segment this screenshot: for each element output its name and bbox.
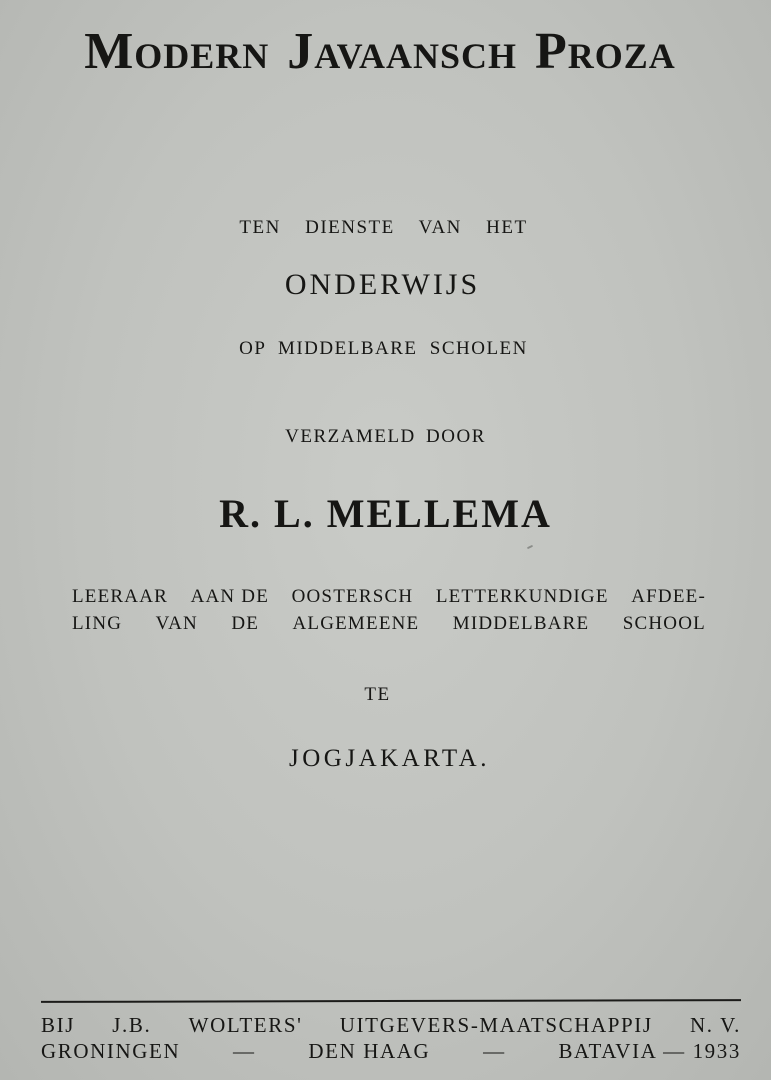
- affiliation-word: LEERAAR: [72, 586, 169, 607]
- affiliation-word: AFDEE-: [631, 586, 706, 607]
- schools-line: OP MIDDELBARE SCHOLEN: [239, 338, 528, 359]
- affiliation-word: DE: [231, 613, 260, 634]
- affiliation-line-2: [72, 613, 706, 635]
- imprint-divider: [41, 999, 741, 1003]
- publisher-city: DEN HAAG: [308, 1039, 431, 1063]
- affiliation-word: LETTERKUNDIGE: [435, 586, 609, 607]
- affiliation-line-1: [72, 586, 706, 608]
- publisher-word: BIJ: [41, 1013, 75, 1037]
- publisher-line-1: [41, 1013, 741, 1038]
- publisher-line-2: [41, 1039, 741, 1064]
- affiliation-word: AAN DE: [190, 586, 270, 607]
- paper-speck: [527, 545, 533, 549]
- publisher-word: N. V.: [689, 1013, 741, 1037]
- publisher-word: UITGEVERS-MAATSCHAPPIJ: [339, 1013, 653, 1037]
- collected-by-line: VERZAMELD DOOR: [285, 426, 486, 447]
- publisher-separator: —: [483, 1039, 506, 1063]
- publisher-city-year: BATAVIA — 1933: [558, 1039, 741, 1063]
- author-name: R. L. MELLEMA: [219, 491, 552, 536]
- affiliation-word: SCHOOL: [622, 613, 706, 634]
- affiliation-word: ALGEMEENE: [292, 613, 420, 634]
- book-title: Modern Javaansch Proza: [84, 23, 676, 80]
- location-prefix: TE: [364, 684, 391, 705]
- publisher-city: GRONINGEN: [41, 1039, 181, 1063]
- publisher-separator: —: [233, 1039, 256, 1063]
- publisher-word: WOLTERS': [188, 1013, 303, 1037]
- service-line: TEN DIENSTE VAN HET: [239, 217, 528, 238]
- affiliation-word: OOSTERSCH: [291, 586, 414, 607]
- affiliation-word: LING: [72, 613, 123, 634]
- subject-heading: ONDERWIJS: [284, 268, 481, 301]
- affiliation-word: MIDDELBARE: [452, 613, 590, 634]
- city-name: JOGJAKARTA.: [289, 745, 490, 772]
- publisher-word: J.B.: [112, 1013, 152, 1037]
- affiliation-word: VAN: [155, 613, 198, 634]
